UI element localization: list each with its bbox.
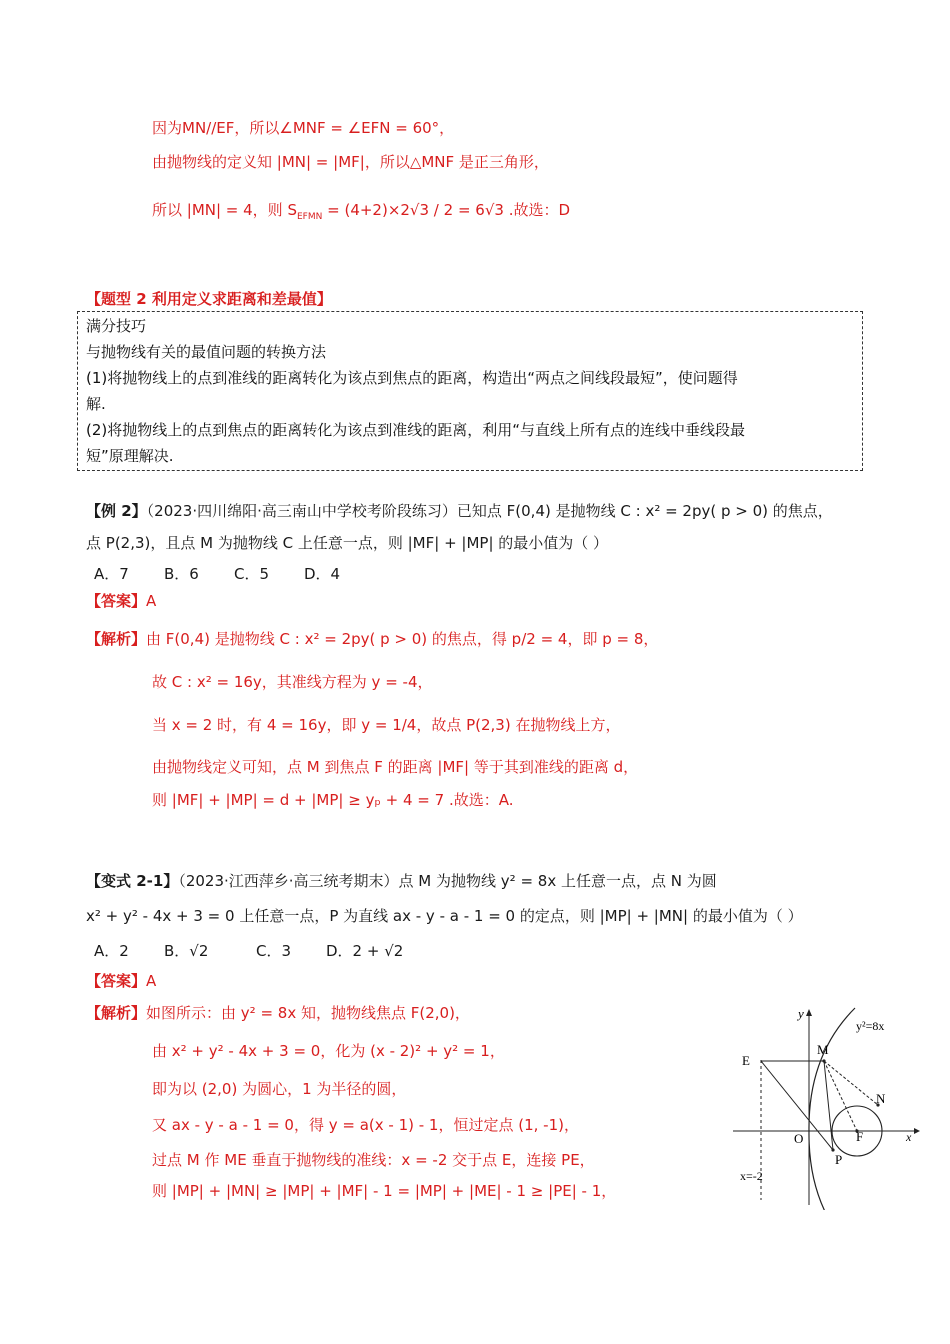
- variant21-answer: [86, 970, 156, 991]
- variant21-analysis-4: 又 ax - y - a - 1 = 0，得 y = a(x - 1) - 1，恒过定点 (1, -1)，: [152, 1116, 579, 1134]
- tips-box: [77, 311, 863, 471]
- variant21-option-a: A．2: [94, 942, 129, 960]
- example2-option-a: A．7: [94, 565, 129, 583]
- label-F: F: [856, 1129, 864, 1144]
- example2-option-c: C．5: [234, 565, 270, 583]
- example2-q1: （2023·四川绵阳·高三南山中学校考阶段练习）已知点 F(0,4) 是抛物线 C : x² = 2py( p > 0) 的焦点，: [146, 502, 833, 520]
- point-M: [822, 1059, 825, 1062]
- example2-option-d: D．4: [304, 565, 341, 583]
- variant21-option-b: B．√2: [164, 942, 209, 960]
- tips-line-1: 满分技巧: [86, 317, 147, 335]
- label-x-axis: x: [906, 1130, 912, 1144]
- top-line-2: 由抛物线的定义知 |MN| = |MF|，所以△MNF 是正三角形，: [152, 153, 549, 171]
- section-title: 【题型 2 利用定义求距离和差最值】: [86, 290, 332, 308]
- example2-question-line-1: [86, 500, 833, 521]
- label-E: E: [742, 1053, 750, 1068]
- variant21-answer-label: 【答案】: [86, 972, 147, 990]
- example2-option-b: B．6: [164, 565, 199, 583]
- variant21-question-line-2: x² + y² - 4x + 3 = 0 上任意一点，P 为直线 ax - y - a - 1 = 0 的定点，则 |MP| + |MN| 的最小值为（ ）: [86, 907, 803, 925]
- example2-answer: [86, 590, 156, 611]
- parabola-figure: [728, 1000, 928, 1210]
- label-O: O: [794, 1131, 804, 1146]
- variant21-analysis-6: 则 |MP| + |MN| ≥ |MP| + |MF| - 1 = |MP| + |ME| - 1 ≥ |PE| - 1，: [152, 1182, 617, 1200]
- segment-MP: [824, 1061, 833, 1150]
- parabola-curve: [809, 1008, 855, 1210]
- variant21-options: [94, 940, 403, 961]
- variant21-analysis-5: 过点 M 作 ME 垂直于抛物线的准线：x = -2 交于点 E，连接 PE，: [152, 1151, 595, 1169]
- tips-line-3: (1)将抛物线上的点到准线的距离转化为该点到焦点的距离，构造出“两点之间线段最短”，使问题得: [86, 369, 738, 387]
- label-curve: y²=8x: [856, 1019, 885, 1033]
- top-line-3b: = (4+2)×2√3 / 2 = 6√3 .故选：D: [322, 201, 571, 219]
- example2-analysis-4: 由抛物线定义可知，点 M 到焦点 F 的距离 |MF| 等于其到准线的距离 d，: [152, 758, 639, 776]
- variant21-analysis-2: 由 x² + y² - 4x + 3 = 0，化为 (x - 2)² + y² = 1，: [152, 1042, 505, 1060]
- variant21-option-c: C．3: [256, 942, 292, 960]
- tips-line-4: 解.: [86, 395, 106, 413]
- segment-MF: [824, 1061, 857, 1131]
- label-directrix: x=-2: [740, 1169, 763, 1183]
- top-line-1: 因为MN//EF，所以∠MNF = ∠EFN = 60°，: [152, 119, 455, 137]
- example2-label: 【例 2】: [86, 502, 147, 520]
- top-line-3a: 所以 |MN| = 4，则 S: [152, 201, 297, 219]
- tips-line-6: 短”原理解决.: [86, 447, 174, 465]
- variant21-q1: （2023·江西萍乡·高三统考期末）点 M 为抛物线 y² = 8x 上任意一点，点 N 为圆: [178, 872, 717, 890]
- example2-question-line-2: 点 P(2,3)，且点 M 为抛物线 C 上任意一点，则 |MF| + |MP| 的最小值为（ ）: [86, 534, 609, 552]
- variant21-answer-value: A: [146, 972, 157, 990]
- variant21-question-line-1: [86, 870, 717, 891]
- label-y-axis: y: [798, 1006, 804, 1021]
- variant21-analysis-3: 即为以 (2,0) 为圆心，1 为半径的圆，: [152, 1080, 407, 1098]
- variant21-analysis-1: [86, 1002, 470, 1023]
- example2-analysis-label: 【解析】: [86, 630, 147, 648]
- x-axis-arrow: [914, 1128, 920, 1134]
- example2-answer-label: 【答案】: [86, 592, 147, 610]
- example2-analysis-3: 当 x = 2 时，有 4 = 16y，即 y = 1/4，故点 P(2,3) 在抛物线上方，: [152, 716, 621, 734]
- top-line-3-sub: EFMN: [296, 212, 323, 222]
- tips-line-5: (2)将抛物线上的点到焦点的距离转化为该点到准线的距离，利用“与直线上所有点的连线中垂线段最: [86, 421, 746, 439]
- label-M: M: [817, 1042, 829, 1057]
- example2-analysis-5: 则 |MF| + |MP| = d + |MP| ≥ yₚ + 4 = 7 .故选：A.: [152, 791, 514, 809]
- example2-options: [94, 563, 340, 584]
- example2-analysis-1: [86, 628, 658, 649]
- variant21-option-d: D．2 + √2: [326, 942, 404, 960]
- example2-analysis-2: 故 C : x² = 16y，其准线方程为 y = -4，: [152, 673, 433, 691]
- variant21-s1: 如图所示：由 y² = 8x 知，抛物线焦点 F(2,0)，: [146, 1004, 470, 1022]
- label-N: N: [876, 1091, 886, 1106]
- y-axis-arrow: [806, 1009, 812, 1016]
- top-line-3: [152, 199, 570, 222]
- variant21-label: 【变式 2-1】: [86, 872, 179, 890]
- segment-MN: [824, 1061, 878, 1105]
- example2-s1: 由 F(0,4) 是抛物线 C : x² = 2py( p > 0) 的焦点，得 p/2 = 4，即 p = 8，: [146, 630, 659, 648]
- variant21-analysis-label: 【解析】: [86, 1004, 147, 1022]
- example2-answer-value: A: [146, 592, 157, 610]
- label-P: P: [835, 1152, 843, 1167]
- tips-line-2: 与抛物线有关的最值问题的转换方法: [86, 343, 327, 361]
